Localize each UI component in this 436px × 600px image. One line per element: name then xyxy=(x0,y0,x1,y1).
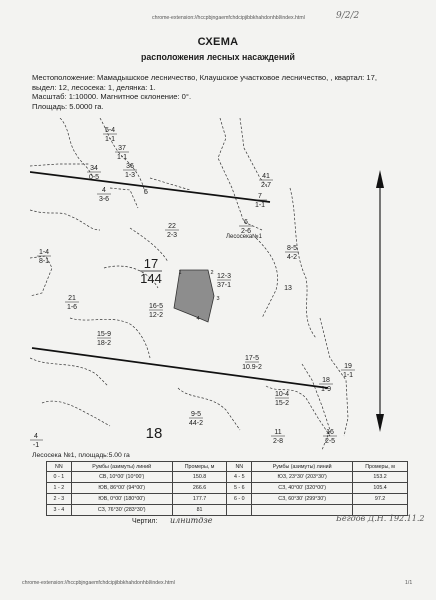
scale-line: Масштаб: 1:10000. Магнитное склонение: 0°. xyxy=(32,92,192,101)
table-cell: СВ, 10°00' (10°00') xyxy=(71,472,172,483)
compartment-stand-info: 2-8 xyxy=(272,438,284,445)
compartment-stand-info: 1-6 xyxy=(66,304,78,311)
compartment-stand-info: 10.9-2 xyxy=(242,364,262,371)
vertex-label: 3 xyxy=(216,296,220,302)
compartment-label xyxy=(275,391,289,407)
page-number: 1/1 xyxy=(405,580,413,586)
col-header: Промеры, м xyxy=(172,462,227,472)
header-url: chrome-extension://hccpbjngaemfchdcipjibbkhahdonhbl/index.html xyxy=(152,15,305,21)
compartment-label xyxy=(239,219,253,235)
col-header: Румбы (азимуты) линий xyxy=(71,462,172,472)
table-cell: СЗ, 76°30' (283°30') xyxy=(71,505,172,516)
table-cell: СЗ, 40°00' (320°00') xyxy=(252,483,353,494)
table-cell: 177.7 xyxy=(172,494,227,505)
compartment-label xyxy=(284,285,292,292)
compartment-number: 9-5 xyxy=(190,411,202,418)
neighbor-quarter-number: 18 xyxy=(145,425,163,442)
compartment-number: 13 xyxy=(284,285,292,292)
col-header: NN xyxy=(47,462,72,472)
handwritten-note: 9/2/2 xyxy=(336,11,360,21)
compartment-stand-info: 1-1 xyxy=(116,154,128,161)
page-title: СХЕМА xyxy=(197,36,239,48)
compartment-number: 10-4 xyxy=(274,391,290,398)
table-cell: 153.2 xyxy=(353,472,408,483)
compartment-label xyxy=(323,429,337,445)
signer-name-text: Бегдов Д.Н. xyxy=(336,514,387,523)
compartment-label xyxy=(65,295,79,311)
table-cell: 81 xyxy=(172,505,227,516)
table-cell: 5 - 6 xyxy=(227,483,252,494)
quarter-number: 17 xyxy=(143,256,159,271)
table-cell: 150.8 xyxy=(172,472,227,483)
compartment-label xyxy=(123,163,137,179)
compartment-number: 37 xyxy=(118,145,126,152)
compartment-number: 19 xyxy=(344,363,352,370)
table-cell: ЮЗ, 23°30' (203°30') xyxy=(252,472,353,483)
explication-table xyxy=(46,461,408,516)
col-header: Промеры, м xyxy=(353,462,408,472)
compartment-stand-info: 2-3 xyxy=(166,232,178,239)
compartment-number: 4 xyxy=(34,433,38,440)
compartment-stand-info: 4-2 xyxy=(286,254,298,261)
vertex-label: 1 xyxy=(178,270,182,276)
table-cell: 4 - 5 xyxy=(227,472,252,483)
table-cell: 2 - 3 xyxy=(47,494,72,505)
table-cell: 0 - 1 xyxy=(47,472,72,483)
vertex-label: 4 xyxy=(196,316,200,322)
drawn-by-signature: илнитдзе xyxy=(170,516,213,525)
compartment-stand-info: 1-3 xyxy=(124,172,136,179)
compartment-number: 18 xyxy=(322,377,330,384)
col-header: Румбы (азимуты) линий xyxy=(252,462,353,472)
compartment-number: 22 xyxy=(168,223,176,230)
footer-url: chrome-extension://hccpbjngaemfchdcipjibbkhahdonhbl/index.html xyxy=(22,580,175,586)
location-info xyxy=(32,73,422,111)
compartment-number: 16 xyxy=(326,429,334,436)
compartment-number: 21 xyxy=(68,295,76,302)
compartment-stand-info: -1 xyxy=(32,442,40,449)
table-cell xyxy=(227,505,252,516)
compartment-stand-info: 1-9 xyxy=(320,386,332,393)
signed-date: 192.11.2 xyxy=(388,514,425,523)
compartment-number: 11 xyxy=(274,429,282,436)
compartment-number: 17-5 xyxy=(244,355,260,362)
compartment-number: 15-9 xyxy=(96,331,112,338)
compartment-label xyxy=(319,377,333,393)
compartment-label xyxy=(285,245,299,261)
compartment-stand-info: 37-1 xyxy=(216,282,232,289)
signer-name xyxy=(336,514,424,523)
compartment-stand-info: 8-1 xyxy=(38,258,50,265)
location-line: Местоположение: Мамадышское лесничество, Клаушское участковое лесничество, , квартал: 17, xyxy=(32,73,377,82)
compartment-number: 7 xyxy=(258,193,262,200)
vertex-label: 2 xyxy=(210,270,214,276)
compartment-number: 1-4 xyxy=(38,249,50,256)
table-cell: ЮВ, 0°00' (180°00') xyxy=(71,494,172,505)
compartment-label xyxy=(149,303,163,319)
compartment-number: 5 xyxy=(144,189,148,196)
compartment-number: 5-4 xyxy=(104,127,116,134)
compartment-stand-info: 1-1 xyxy=(104,136,116,143)
compartment-label xyxy=(144,189,148,196)
compartment-label xyxy=(103,127,117,143)
compartment-label xyxy=(87,165,101,181)
quarter-area: 144 xyxy=(140,271,162,286)
compartment-label xyxy=(97,331,111,347)
table-cell: 6 - 0 xyxy=(227,494,252,505)
compartment-stand-info: 3-6 xyxy=(98,196,110,203)
compartment-number: 6 xyxy=(244,219,248,226)
compartment-stand-info: 2-5 xyxy=(324,438,336,445)
compartment-stand-info: 18-2 xyxy=(96,340,112,347)
compartment-label xyxy=(115,145,129,161)
compartment-label xyxy=(242,355,262,371)
compartment-number: 4 xyxy=(102,187,106,194)
table-cell: 3 - 4 xyxy=(47,505,72,516)
compartment-stand-info: 0-5 xyxy=(88,174,100,181)
table-header-row xyxy=(47,462,408,472)
compartment-number: 12-3 xyxy=(216,273,232,280)
compartment-label xyxy=(97,187,111,203)
compartment-stand-info: 1-1 xyxy=(254,202,266,209)
plot-map-label: Лесосека№1 xyxy=(226,234,262,240)
table-row xyxy=(47,494,408,505)
compartment-number: 36 xyxy=(126,163,134,170)
col-header: NN xyxy=(227,462,252,472)
compartment-label xyxy=(271,429,285,445)
allotment-line: выдел: 12, лесосека: 1, делянка: 1. xyxy=(32,82,156,92)
table-row xyxy=(47,472,408,483)
compartment-label xyxy=(189,411,203,427)
compartment-label xyxy=(165,223,179,239)
compartment-stand-info: 1-1 xyxy=(342,372,354,379)
compartment-label xyxy=(341,363,355,379)
table-cell: ЮВ, 86°00' (94°00') xyxy=(71,483,172,494)
plot-area-label: Лесосека №1, площадь:5.00 га xyxy=(32,452,130,459)
area-line: Площадь: 5.0000 га. xyxy=(32,101,104,111)
drawn-by-label: Чертил: xyxy=(132,518,158,525)
table-cell: 105.4 xyxy=(353,483,408,494)
compartment-stand-info: 2-7 xyxy=(260,182,272,189)
compartment-stand-info: 44-2 xyxy=(188,420,204,427)
compartment-label xyxy=(30,433,43,449)
compartment-stand-info: 2-6 xyxy=(240,228,252,235)
table-row xyxy=(47,483,408,494)
table-cell: СЗ, 60°30' (299°30') xyxy=(252,494,353,505)
compartment-label xyxy=(259,173,273,189)
forest-map xyxy=(30,118,400,450)
compartment-label xyxy=(217,273,231,289)
table-cell: 97.2 xyxy=(353,494,408,505)
page-subtitle: расположения лесных насаждений xyxy=(141,52,295,62)
table-cell: 1 - 2 xyxy=(47,483,72,494)
compartment-stand-info: 12-2 xyxy=(148,312,164,319)
compartment-number: 8-5 xyxy=(286,245,298,252)
compartment-number: 41 xyxy=(262,173,270,180)
compartment-number: 34 xyxy=(90,165,98,172)
compartment-stand-info: 15-2 xyxy=(274,400,290,407)
compartment-number: 16-5 xyxy=(148,303,164,310)
table-cell: 266.6 xyxy=(172,483,227,494)
